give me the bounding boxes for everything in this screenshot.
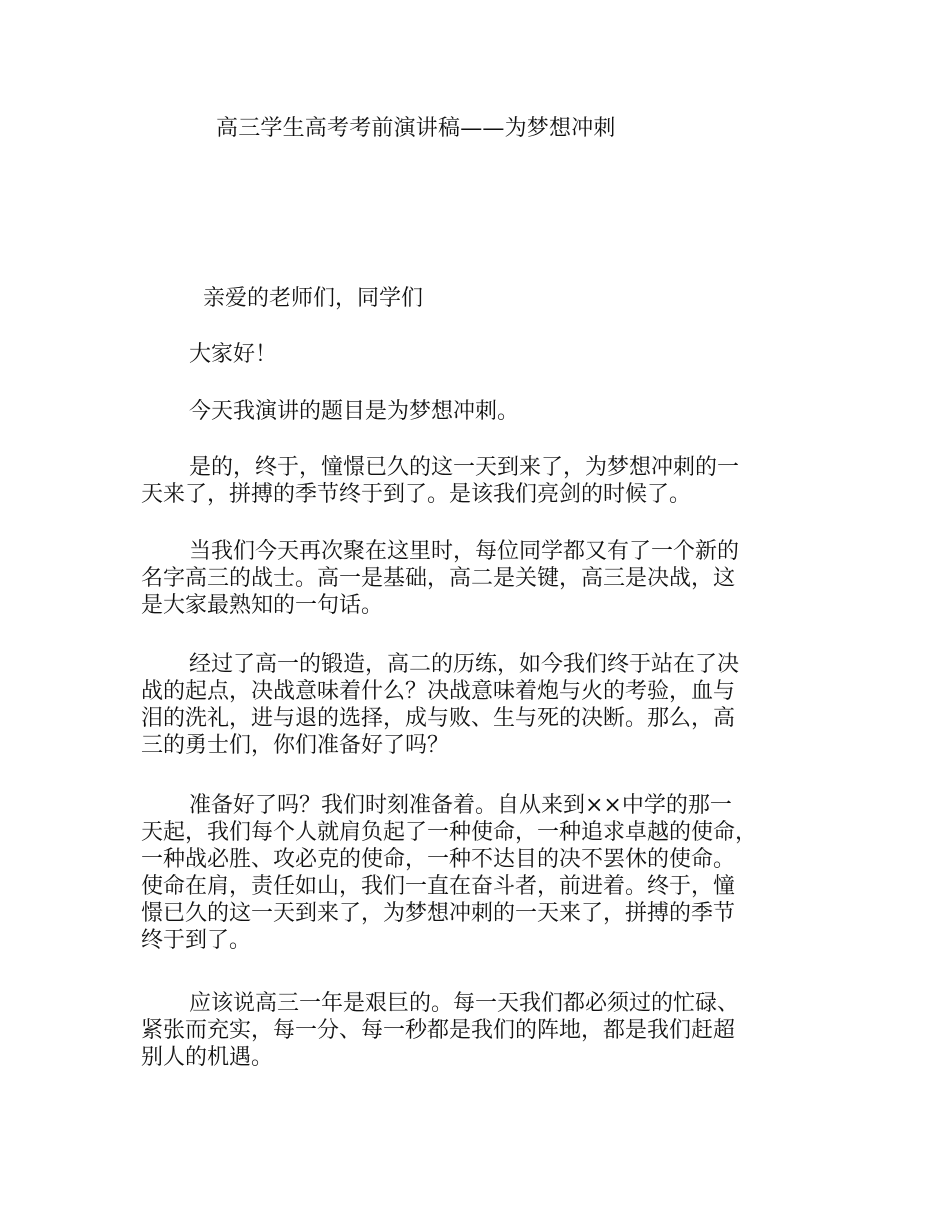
paragraph-4 <box>141 651 821 759</box>
greeting-paragraph <box>141 341 821 368</box>
paragraph-line: 憬已久的这一天到来了，为梦想冲刺的一天来了，拼搏的季节 <box>141 901 736 926</box>
paragraph-line: 是大家最熟知的一句话。 <box>141 593 384 618</box>
paragraph-line: 别人的机遇。 <box>141 1045 274 1070</box>
paragraph-3 <box>141 538 821 619</box>
paragraph-line: 经过了高一的锻造，高二的历练，如今我们终于站在了决 <box>189 652 740 677</box>
paragraph-1 <box>141 398 821 425</box>
paragraph-line: 是的，终于，憧憬已久的这一天到来了，为梦想冲刺的一 <box>189 455 740 480</box>
paragraph-6 <box>141 990 821 1071</box>
paragraph-line: 三的勇士们，你们准备好了吗？ <box>141 733 450 758</box>
paragraph-line: 一种战必胜、攻必克的使命，一种不达目的决不罢休的使命。 <box>141 847 736 872</box>
paragraph-2 <box>141 454 821 508</box>
paragraph-line: 名字高三的战士。高一是基础，高二是关键，高三是决战，这 <box>141 566 736 591</box>
paragraph-5 <box>141 792 821 954</box>
salutation: 亲爱的老师们，同学们 <box>203 286 424 311</box>
paragraph-line: 准备好了吗？我们时刻准备着。自从来到××中学的那一 <box>189 793 732 818</box>
paragraph-line: 天起，我们每个人就肩负起了一种使命，一种追求卓越的使命， <box>141 820 758 845</box>
paragraph-line: 战的起点，决战意味着什么？决战意味着炮与火的考验，血与 <box>141 679 736 704</box>
paragraph-line: 今天我演讲的题目是为梦想冲刺。 <box>189 399 520 424</box>
paragraph-line: 应该说高三一年是艰巨的。每一天我们都必须过的忙碌、 <box>189 991 740 1016</box>
paragraph-line: 紧张而充实，每一分、每一秒都是我们的阵地，都是我们赶超 <box>141 1018 736 1043</box>
paragraph-line: 天来了，拼搏的季节终于到了。是该我们亮剑的时候了。 <box>141 482 692 507</box>
paragraph-line: 当我们今天再次聚在这里时，每位同学都又有了一个新的 <box>189 539 740 564</box>
paragraph-line: 使命在肩，责任如山，我们一直在奋斗者，前进着。终于，憧 <box>141 874 736 899</box>
document-title: 高三学生高考考前演讲稿——为梦想冲刺 <box>216 116 616 141</box>
paragraph-line: 泪的洗礼，进与退的选择，成与败、生与死的决断。那么，高 <box>141 706 736 731</box>
paragraph-line: 终于到了。 <box>141 928 252 953</box>
greeting-line: 大家好！ <box>189 342 278 367</box>
